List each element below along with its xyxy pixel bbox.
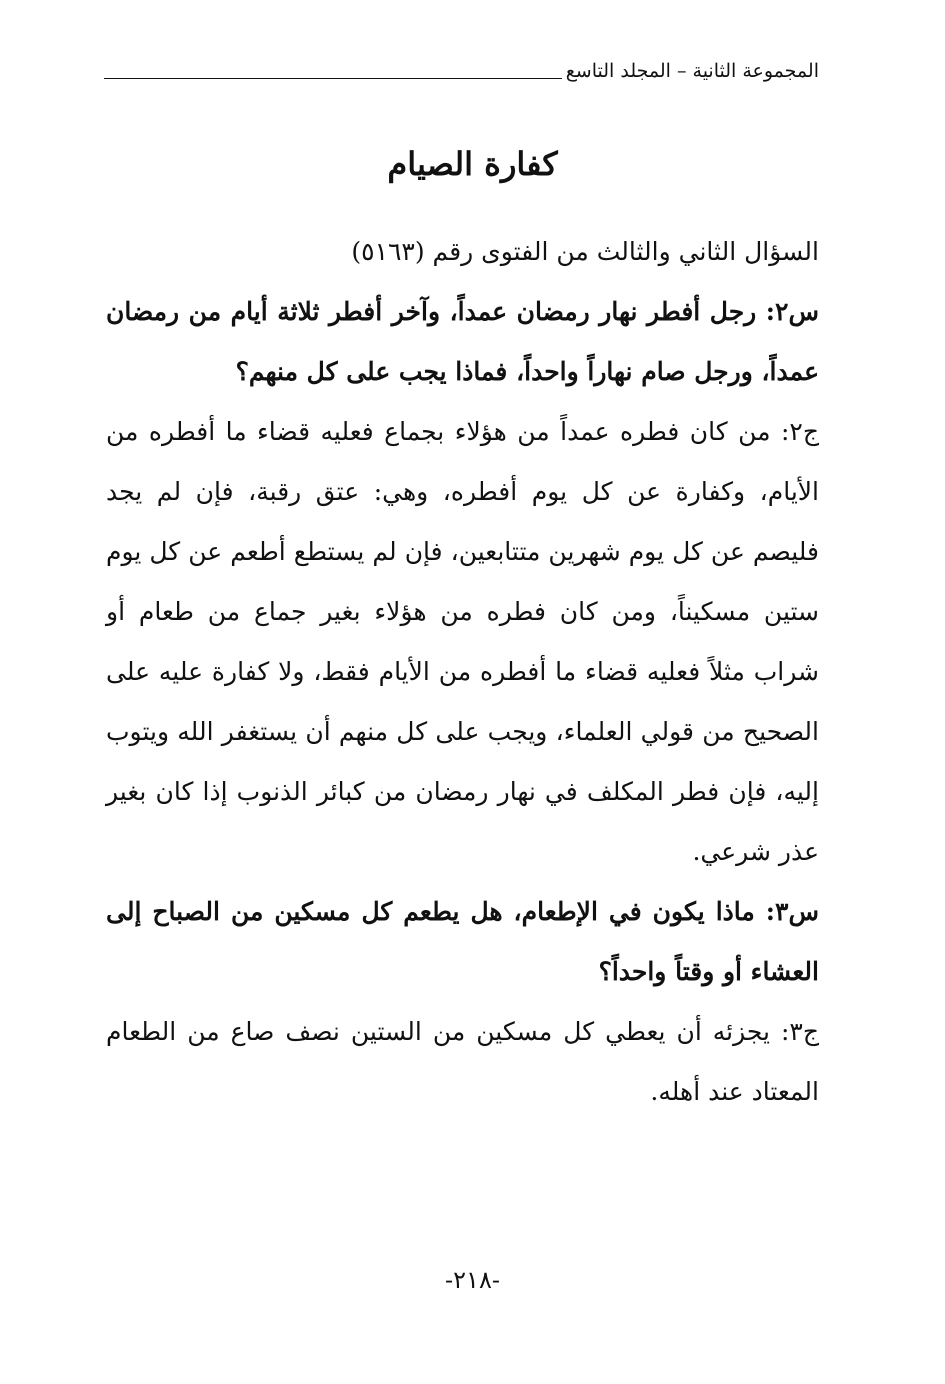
answer-2: ج٢: من كان فطره عمداً من هؤلاء بجماع فعليه قضاء ما أفطره من الأيام، وكفارة عن كل يوم أفطره، وهي: عتق رقبة، فإن لم يجد فليصم عن كل يوم شهرين متتابعين، فإن لم يستطع أطعم عن كل يوم ستين مسكيناً، ومن كان فطره من هؤلاء بغير جماع من طعام أو شراب مثلاً فعليه قضاء ما أفطره من الأيام فقط، ولا كفارة عليه على الصحيح من قولي العلماء، ويجب على كل منهم أن يستغفر الله ويتوب إليه، فإن فطر المكلف في نهار رمضان من كبائر الذنوب إذا كان بغير عذر شرعي.: [106, 417, 819, 866]
question-2: س٢: رجل أفطر نهار رمضان عمداً، وآخر أفطر ثلاثة أيام من رمضان عمداً، ورجل صام نهاراً واحداً، فماذا يجب على كل منهم؟: [106, 297, 819, 386]
page-title: كفارة الصيام: [387, 145, 558, 183]
running-header-title: المجموعة الثانية – المجلد التاسع: [565, 60, 819, 82]
fatwa-reference: السؤال الثاني والثالث من الفتوى رقم (٥١٦٣): [351, 237, 819, 266]
body-text: [106, 222, 819, 1122]
answer-3: ج٣: يجزئه أن يعطي كل مسكين من الستين نصف صاع من الطعام المعتاد عند أهله.: [106, 1017, 819, 1106]
header-rule: [104, 78, 562, 79]
page-number: -٢١٨-: [445, 1266, 500, 1294]
running-header: [104, 54, 819, 84]
question-3: س٣: ماذا يكون في الإطعام، هل يطعم كل مسكين من الصباح إلى العشاء أو وقتاً واحداً؟: [106, 897, 819, 986]
